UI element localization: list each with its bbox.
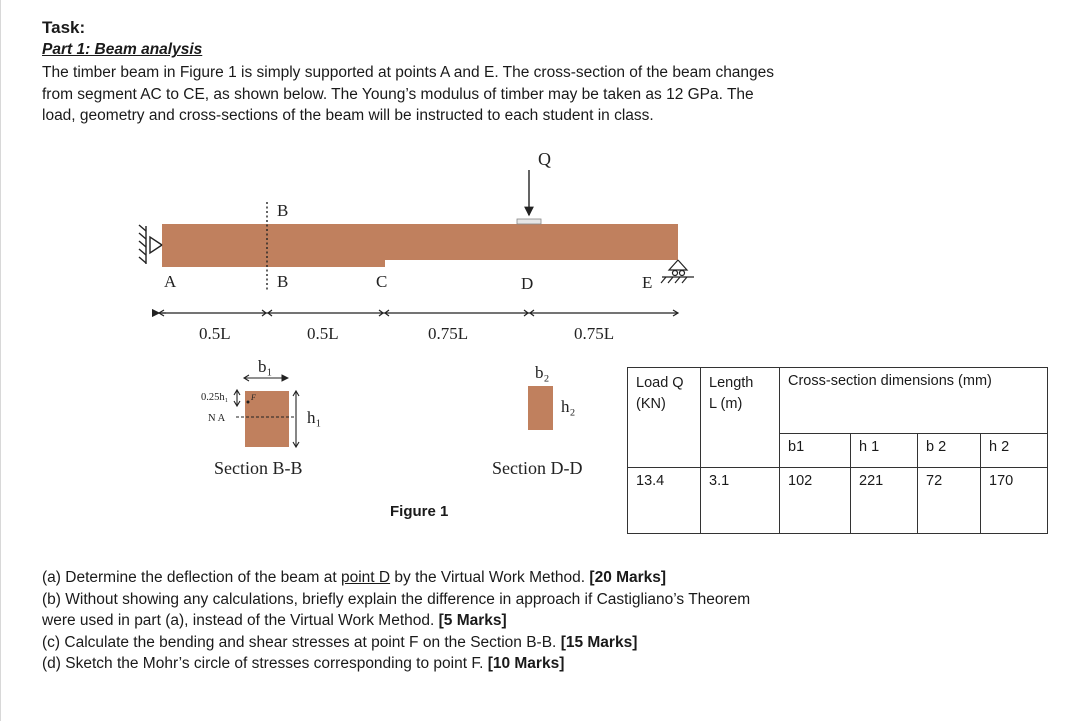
roller-support-e: [661, 260, 694, 283]
span-bc: 0.5L: [307, 324, 339, 343]
subheader-h1: h 1: [851, 434, 918, 468]
pin-support-a: [139, 225, 162, 264]
question-d: [42, 653, 822, 675]
section-bb: [234, 375, 299, 447]
section-bb-na: N A: [208, 413, 226, 424]
intro-line: load, geometry and cross-sections of the beam will be instructed to each student in class.: [42, 107, 654, 124]
section-dd: [528, 386, 553, 430]
value-length: 3.1: [701, 468, 780, 534]
question-marks: [10 Marks]: [487, 655, 565, 672]
value-h2: 170: [981, 468, 1048, 534]
questions-list: [42, 567, 822, 675]
question-text: (c) Calculate the bending and shear stresses at point F on the Section B-B.: [42, 633, 561, 651]
question-c: [42, 632, 822, 654]
section-bb-h1: h₁: [307, 408, 322, 427]
subheader-b2: b 2: [918, 434, 981, 468]
value-load: 13.4: [628, 468, 701, 534]
load-q-label: Q: [538, 149, 551, 169]
label-a: A: [164, 272, 177, 291]
question-marks: [15 Marks]: [560, 633, 638, 651]
span-cd: 0.75L: [428, 324, 469, 343]
value-b2: 72: [918, 468, 981, 534]
value-b1: 102: [780, 468, 851, 534]
value-h1: 221: [851, 468, 918, 534]
question-text: (b) Without showing any calculations, briefly explain the difference in approach if Castigliano’s Theorem: [42, 590, 751, 608]
question-b: [42, 589, 822, 611]
properties-table: [627, 367, 1048, 534]
section-bb-f: F: [251, 393, 256, 402]
table-value-row: [628, 468, 1048, 534]
span-de: 0.75L: [574, 324, 615, 343]
question-a: [42, 567, 822, 589]
dimension-line: [159, 310, 678, 316]
header-length: [701, 368, 780, 468]
label-b-bottom: B: [277, 272, 289, 291]
span-ab: 0.5L: [199, 324, 231, 343]
question-marks: [20 Marks]: [589, 569, 667, 586]
part-title: Part 1: Beam analysis: [42, 41, 203, 58]
load-q-arrow: [517, 170, 541, 224]
subheader-b1: b1: [780, 434, 851, 468]
header-load-line1: Load Q: [636, 375, 684, 391]
section-dd-title: Section D-D: [492, 458, 583, 478]
question-text: were used in part (a), instead of the Virtual Work Method.: [42, 612, 439, 629]
intro-line: The timber beam in Figure 1 is simply supported at points A and E. The cross-section of the beam changes: [42, 64, 775, 81]
section-bb-title: Section B-B: [214, 458, 303, 478]
header-load: [628, 368, 701, 468]
label-c: C: [376, 272, 388, 291]
section-dd-h2: h₂: [561, 397, 576, 416]
label-d: D: [521, 274, 534, 293]
question-underlined: point D: [340, 569, 391, 586]
question-text: (a) Determine the deflection of the beam at: [42, 569, 341, 586]
header-cross-section: Cross-section dimensions (mm): [780, 368, 1048, 434]
intro-line: from segment AC to CE, as shown below. The Young’s modulus of timber may be taken as 12 GPa. The: [42, 85, 754, 103]
section-dd-b2: b₂: [535, 363, 550, 382]
section-bb-b1: b₁: [258, 357, 273, 376]
subheader-h2: h 2: [981, 434, 1048, 468]
question-text: by the Virtual Work Method.: [390, 569, 590, 586]
label-e: E: [642, 273, 653, 292]
section-bb-offset: 0.25h₁: [201, 392, 229, 403]
question-text: (d) Sketch the Mohr’s circle of stresses corresponding to point F.: [42, 655, 488, 672]
table-header-row: [628, 368, 1048, 434]
question-marks: [5 Marks]: [438, 612, 507, 629]
question-b-cont: [42, 610, 822, 632]
task-heading: Task:: [42, 18, 86, 37]
header-load-line2: (KN): [636, 396, 666, 412]
header-length-line1: Length: [709, 375, 754, 391]
beam: [162, 224, 678, 267]
figure-caption: Figure 1: [390, 503, 449, 520]
label-b-top: B: [277, 201, 289, 220]
header-length-line2: L (m): [709, 396, 743, 412]
